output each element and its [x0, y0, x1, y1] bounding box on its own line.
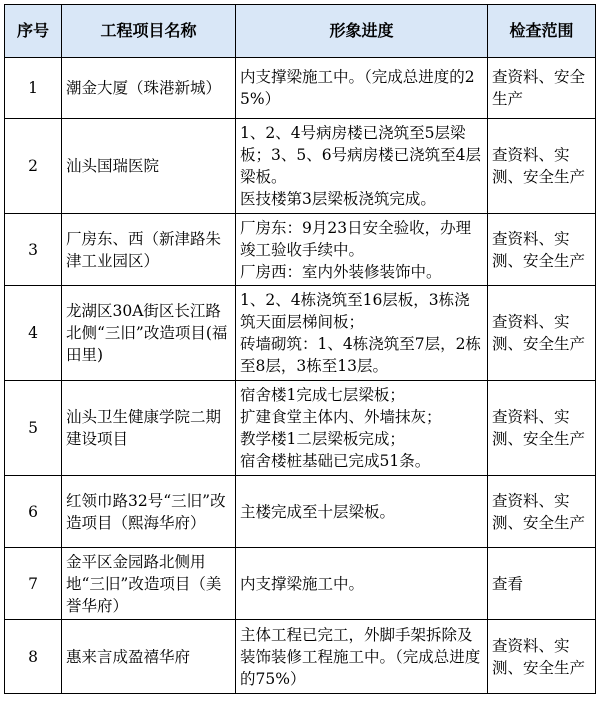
- progress-line: 砖墙砌筑：1、4栋浇筑至7层，2栋至8层，3栋至13层。: [240, 335, 481, 375]
- progress-cell: [236, 286, 488, 381]
- progress-line: 医技楼第3层梁板浇筑完成。: [240, 190, 436, 208]
- row-number: 1: [5, 58, 62, 119]
- progress-cell: [236, 381, 488, 476]
- progress-line: 1、2、4号病房楼已浇筑至5层梁板；3、5、6号病房楼已浇筑至4层梁板。: [240, 124, 481, 186]
- row-number: 7: [5, 548, 62, 620]
- scope-cell: 查资料、实测、安全生产: [488, 476, 596, 548]
- project-progress-table: [4, 4, 596, 694]
- progress-line: 主楼完成至十层梁板。: [240, 502, 396, 521]
- progress-cell: [236, 476, 488, 548]
- progress-cell: [236, 214, 488, 286]
- progress-line: 扩建食堂主体内、外墙抹灰；: [240, 408, 442, 426]
- row-number: 6: [5, 476, 62, 548]
- progress-line: 厂房东：9月23日安全验收，办理竣工验收手续中。: [240, 218, 472, 259]
- header-row: [5, 5, 596, 58]
- scope-cell: 查资料、安全生产: [488, 58, 596, 119]
- progress-line: 内支撑梁施工中。: [240, 574, 365, 593]
- header-project-name: 工程项目名称: [62, 5, 236, 58]
- progress-cell: [236, 58, 488, 119]
- progress-cell: [236, 119, 488, 214]
- table-row: [5, 381, 596, 476]
- scope-cell: 查资料、实测、安全生产: [488, 119, 596, 214]
- progress-line: 内支撑梁施工中。（完成总进度的25%）: [240, 68, 475, 108]
- project-name-cell: 金平区金园路北侧用地“三旧”改造项目（美誉华府）: [62, 548, 236, 620]
- header-scope: 检查范围: [488, 5, 596, 58]
- row-number: 3: [5, 214, 62, 286]
- progress-cell: [236, 620, 488, 694]
- table-row: [5, 119, 596, 214]
- table-row: [5, 620, 596, 694]
- progress-line: 1、2、4栋浇筑至16层板，3栋浇筑天面层梯间板；: [240, 291, 470, 331]
- table-row: [5, 548, 596, 620]
- header-no: 序号: [5, 5, 62, 58]
- row-number: 4: [5, 286, 62, 381]
- header-progress: 形象进度: [236, 5, 488, 58]
- table-row: [5, 58, 596, 119]
- progress-line: 宿舍楼桩基础已完成51条。: [240, 452, 431, 470]
- progress-line: 厂房西：室内外装修装饰中。: [240, 262, 442, 281]
- scope-cell: 查资料、实测、安全生产: [488, 286, 596, 381]
- progress-cell: [236, 548, 488, 620]
- project-name-cell: 惠来言成盈禧华府: [62, 620, 236, 694]
- scope-cell: 查资料、实测、安全生产: [488, 214, 596, 286]
- progress-line: 主体工程已完工，外脚手架拆除及装饰装修工程施工中。（完成总进度的75%）: [240, 625, 481, 688]
- table-row: [5, 286, 596, 381]
- scope-cell: 查资料、实测、安全生产: [488, 620, 596, 694]
- project-name-cell: 汕头国瑞医院: [62, 119, 236, 214]
- table-row: [5, 476, 596, 548]
- project-name-cell: 红领巾路32号“三旧”改造项目（熙海华府）: [62, 476, 236, 548]
- progress-line: 教学楼1二层梁板完成；: [240, 430, 405, 448]
- scope-cell: 查资料、实测、安全生产: [488, 381, 596, 476]
- row-number: 5: [5, 381, 62, 476]
- row-number: 2: [5, 119, 62, 214]
- progress-line: 宿舍楼1完成七层梁板；: [240, 386, 405, 404]
- project-name-cell: 潮金大厦（珠港新城）: [62, 58, 236, 119]
- project-name-cell: 汕头卫生健康学院二期建设项目: [62, 381, 236, 476]
- project-name-cell: 龙湖区30A街区长江路北侧“三旧”改造项目(福田里): [62, 286, 236, 381]
- scope-cell: 查看: [488, 548, 596, 620]
- project-name-cell: 厂房东、西（新津路朱津工业园区）: [62, 214, 236, 286]
- row-number: 8: [5, 620, 62, 694]
- table-row: [5, 214, 596, 286]
